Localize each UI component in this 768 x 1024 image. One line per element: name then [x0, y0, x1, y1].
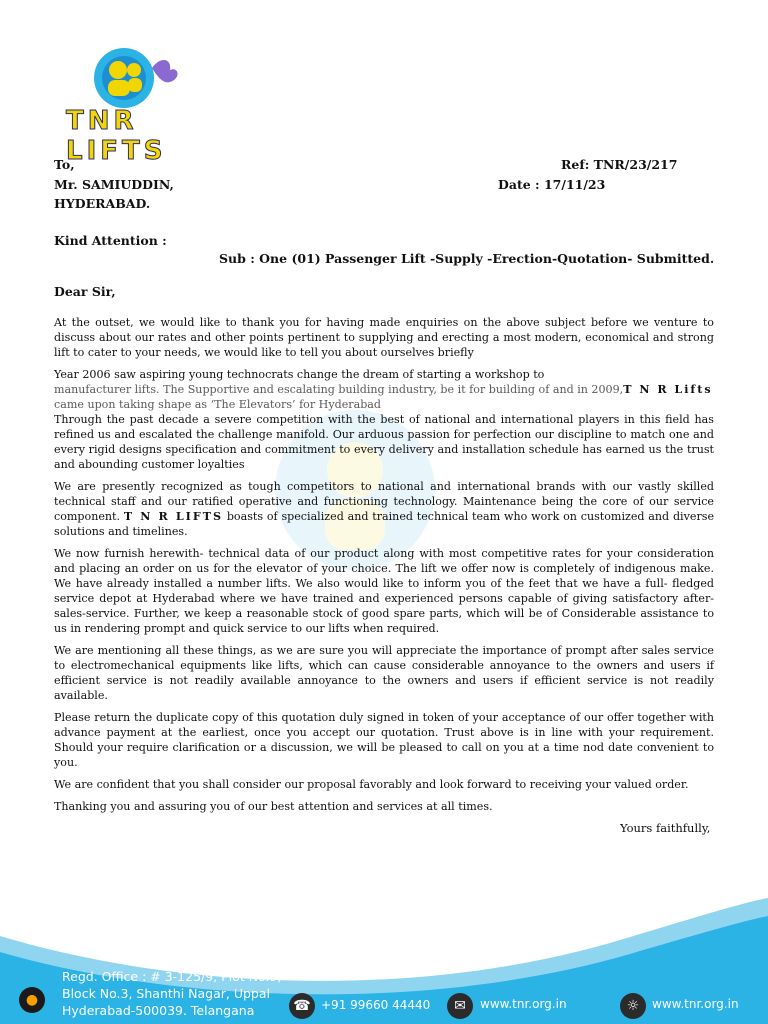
phone-icon: ☎: [289, 993, 315, 1019]
address-line-1: Regd. Office : # 3-125/9, Plot No.9,: [62, 969, 282, 984]
history-line-2: manufacturer lifts. The Supportive and escalating building industry, be it for building of and in 2009,: [54, 383, 624, 396]
footer-email[interactable]: www.tnr.org.in: [480, 997, 567, 1011]
footer-website[interactable]: www.tnr.org.in: [652, 997, 739, 1011]
paragraph-confidence: We are confident that you shall consider our proposal favorably and look forward to receiving your valued order.: [54, 778, 689, 791]
paragraph-intro: At the outset, we would like to thank you for having made enquiries on the above subject before we venture to discuss about our rates and other points pertinent to supplying and erecting a most modern, economical and strong lift to cater to your needs, we would like to tell you about ourselves briefly: [54, 316, 714, 359]
history-line-1: Year 2006 saw aspiring young technocrats change the dream of starting a workshop to: [54, 368, 545, 381]
attention-label: Kind Attention :: [54, 233, 167, 248]
history-line-3: came upon taking shape as ‘The Elevators’ for Hyderabad: [54, 398, 382, 411]
subject-line: Sub : One (01) Passenger Lift -Supply -Erection-Quotation- Submitted.: [219, 251, 715, 266]
location-pin-icon: ●: [19, 987, 45, 1013]
logo-wordmark: TNR LIFTS: [66, 106, 167, 166]
paragraph-service: We are mentioning all these things, as we are sure you will appreciate the importance of prompt after sales service to electromechanical equipments like lifts, which can cause considerable annoyance to the owners and users if efficient service is not readily available annoyance to the owners and users if efficient service is not readily available.: [54, 644, 714, 702]
paragraph-history: [54, 367, 714, 412]
letter-date: Date : 17/11/23: [498, 177, 606, 192]
brand-name-inline: T N R LIFTS: [123, 510, 224, 523]
letter-body: [54, 315, 714, 821]
footer-phone[interactable]: +91 99660 44440: [321, 998, 431, 1012]
globe-icon: ☼: [620, 993, 646, 1019]
address-line-3: Hyderabad-500039. Telangana: [62, 1003, 255, 1018]
mail-icon: ✉: [447, 993, 473, 1019]
footer-address: [62, 968, 281, 1019]
company-logo: [60, 46, 230, 166]
brand-name: T N R Lifts: [623, 383, 713, 396]
recognition-text-a: We are presently recognized as tough competitors to national and international brands with our vastly skilled technical staff and our ratified operative and functioning technology. Maintenance being the core of our service component.: [54, 480, 714, 523]
recognition-text-b: boasts of specialized and trained technical team who work on customized and diverse solutions and timelines.: [54, 510, 715, 538]
address-line-2: Block No.3, Shanthi Nagar, Uppal: [62, 986, 270, 1001]
recipient-city: HYDERABAD.: [54, 196, 151, 211]
paragraph-offer: We now furnish herewith- technical data of our product along with most competitive rates for your consideration and placing an order on us for the elevator of your choice. The lift we offer now is completely of indigenous make. We have already installed a number lifts. We also would like to inform you of the feet that we have a full- fledged service depot at Hyderabad where we have trained and experienced persons capable of giving satisfactory after-sales-service. Further, we keep a reasonable stock of good spare parts, which will be of Considerable assistance to us in rendering prompt and quick service to our lifts when required.: [54, 547, 714, 635]
reference-number: Ref: TNR/23/217: [561, 157, 678, 172]
paragraph-return: Please return the duplicate copy of this quotation duly signed in token of your acceptance of our offer together with advance payment at the earliest, once you accept our quotation. Trust above is in line with your requirement. Should your require clarification or a discussion, we will be pleased to call on you at a time nod date convenient to you.: [54, 711, 714, 769]
paragraph-competition: Through the past decade a severe competition with the best of national and international players in this field has refined us and escalated the challenge manifold. Our arduous passion for perfection our discipline to match one and every rigid designs specification and commitment to every delivery and installation schedule has earned us the trust and abounding customer loyalties: [54, 413, 714, 471]
salutation: Dear Sir,: [54, 284, 116, 299]
paragraph-thanks: Thanking you and assuring you of our best attention and services at all times.: [54, 800, 493, 813]
paragraph-recognition: [54, 479, 714, 539]
to-label: To,: [54, 157, 75, 172]
recipient-name: Mr. SAMIUDDIN,: [54, 177, 174, 192]
closing: Yours faithfully,: [620, 821, 711, 835]
